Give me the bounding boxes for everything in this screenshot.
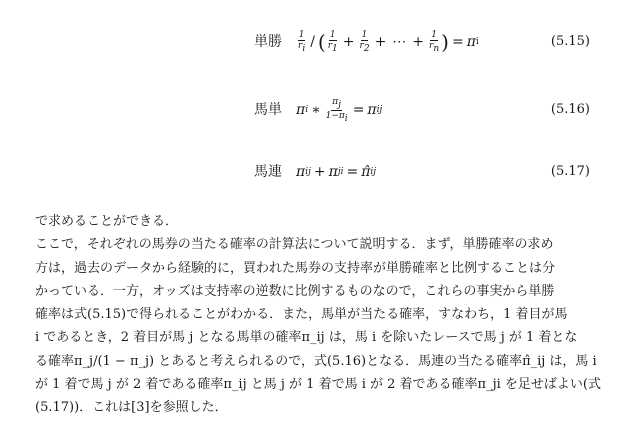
equation-5-15 [0, 22, 628, 62]
paragraph-line: (5.17))．これは[3]を参照した． [35, 400, 228, 416]
equation-formula: $\frac{1}{r_i}$ / ( $\frac{1}{r_1}$ + $\frac{1}{r_2}$ + ⋯ + $\frac{1}{r_n}$ ) = π i [298, 30, 479, 54]
fraction: $\frac{1}{r_2}$ [359, 30, 370, 54]
paragraph-line: i であるとき，2 着目が馬 j となる馬単の確率π_ij は，馬 i を除いたレースで馬 j が 1 着とな [35, 330, 578, 346]
equation-formula: π i ∗ $\frac{\pi_j}{1-\pi_i}$ = π ij [296, 96, 383, 124]
paragraph-line: る確率π_j/(1 − π_j) とあると考えられるので，式(5.16)となる．馬連の当たる確率π̂_ij は，馬 i [35, 353, 597, 369]
equation-5-16 [0, 90, 628, 130]
equation-label: 馬連 [254, 164, 282, 180]
paragraph-line: 方は，過去のデータから経験的に，買われた馬券の支持率が単勝確率と比例することは分 [35, 260, 556, 276]
fraction: $\frac{1}{r_i}$ [298, 30, 306, 54]
fraction: $\frac{1}{r_n}$ [429, 30, 440, 54]
equation-formula: π ij + π ji = π̂ ij [296, 164, 377, 180]
paragraph-line: が 1 着で馬 j が 2 着である確率π_ij と馬 j が 1 着で馬 i が 2 着である確率π_ji を足せばよい(式 [35, 377, 601, 393]
equation-number: (5.16) [550, 102, 590, 117]
paragraph-line: ここで，それぞれの馬券の当たる確率の計算法について説明する．まず，単勝確率の求め [35, 237, 554, 253]
paragraph-line: かっている．一方，オッズは支持率の逆数に比例するものなので，これらの事実から単勝 [35, 283, 555, 299]
equation-label: 馬単 [254, 102, 282, 118]
body-paragraph [35, 210, 603, 420]
equation-number: (5.17) [550, 164, 590, 179]
paragraph-line: 確率は式(5.15)で得られることがわかる．また，馬単が当たる確率，すなわち，1 着目が馬 [35, 307, 568, 323]
fraction: $\frac{\pi_j}{1-\pi_i}$ [325, 96, 348, 124]
fraction: $\frac{1}{r_1}$ [327, 30, 338, 54]
equation-label: 単勝 [254, 34, 282, 50]
paragraph-line: で求めることができる． [35, 214, 179, 229]
equation-number: (5.15) [550, 34, 590, 49]
equation-5-17 [0, 152, 628, 192]
